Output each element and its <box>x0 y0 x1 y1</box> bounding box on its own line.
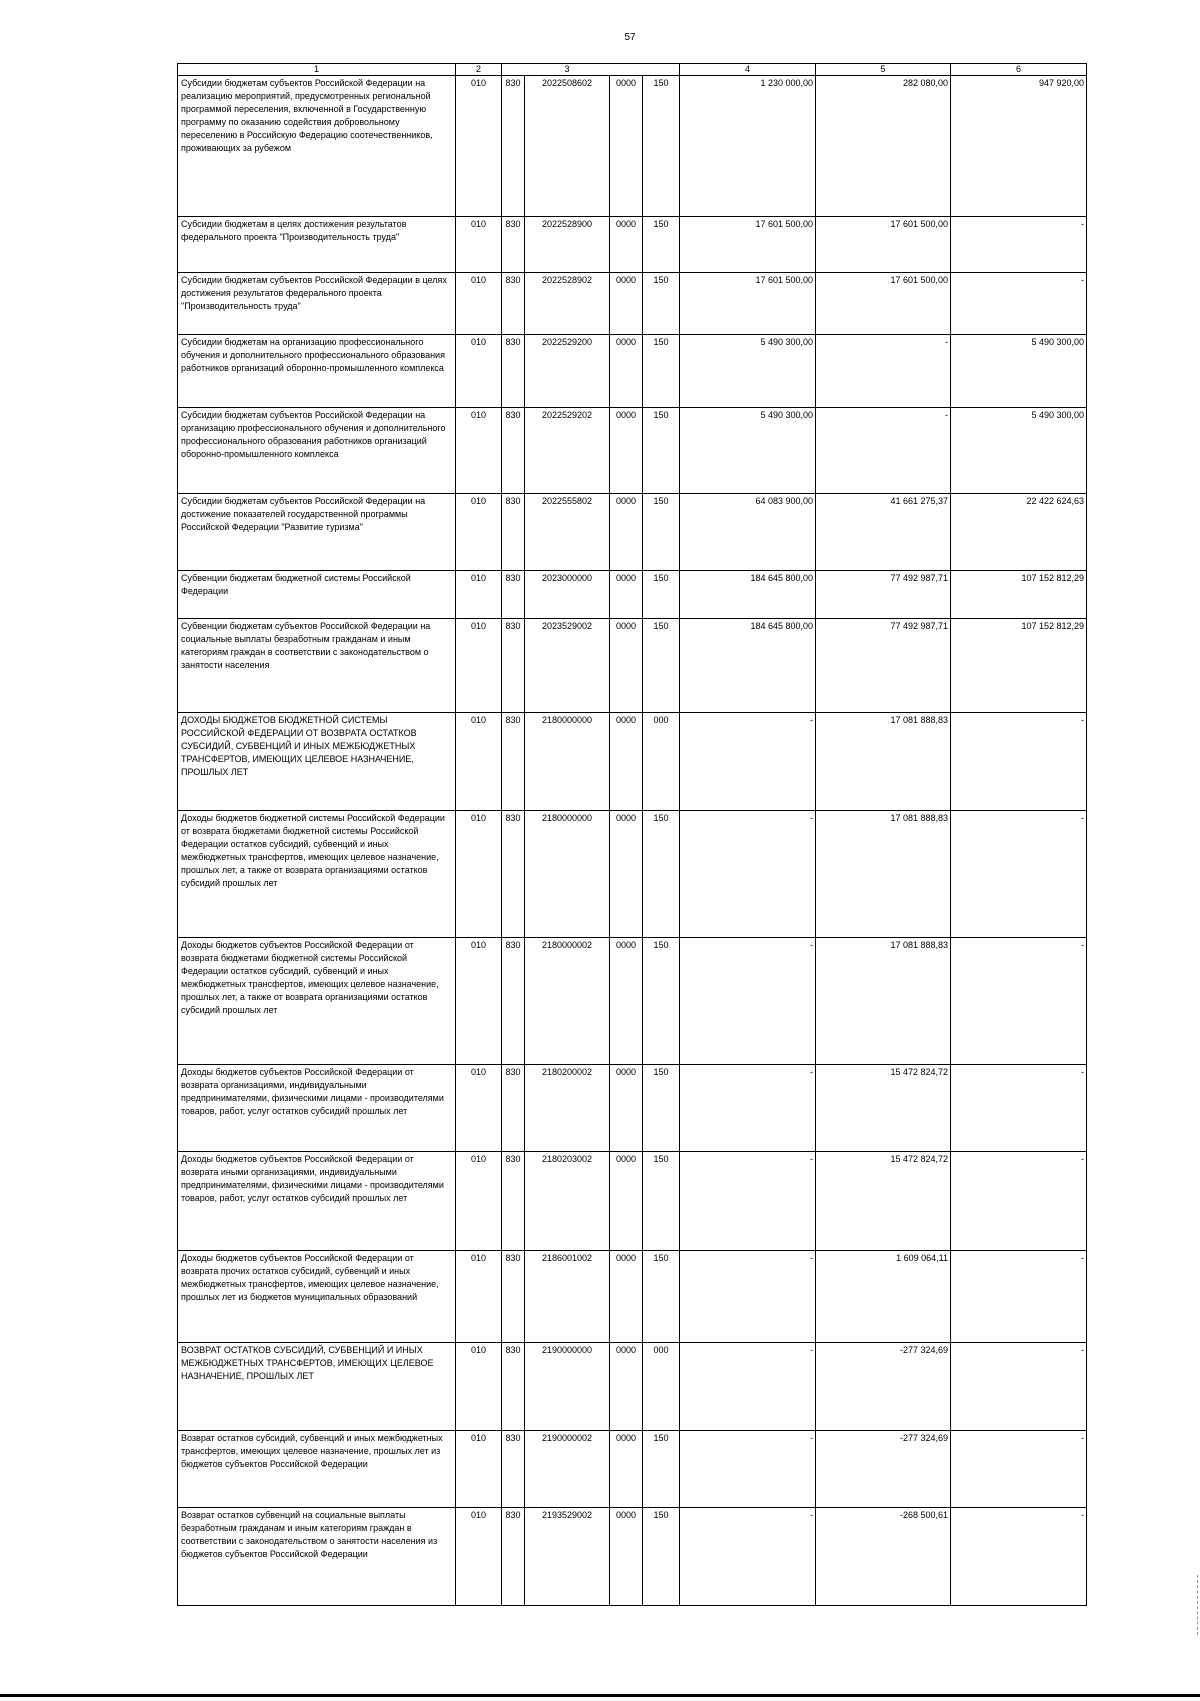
chapter-code: 830 <box>502 335 525 408</box>
row-name: Возврат остатков субвенций на социальные выплаты безработным гражданам и иным категориям граждан в соответствии с законодательством о занятости населения из бюджетов субъектов Российской Федерации <box>178 1508 456 1606</box>
unexecuted-amount: 107 152 812,29 <box>951 571 1087 619</box>
executed-amount: 17 081 888,83 <box>816 713 951 811</box>
column-header-2: 2 <box>456 64 502 76</box>
row-name: ДОХОДЫ БЮДЖЕТОВ БЮДЖЕТНОЙ СИСТЕМЫ РОССИЙСКОЙ ФЕДЕРАЦИИ ОТ ВОЗВРАТА ОСТАТКОВ СУБСИДИЙ, СУБВЕНЦИЙ И ИНЫХ МЕЖБЮДЖЕТНЫХ ТРАНСФЕРТОВ, ИМЕЮЩИХ ЦЕЛЕВОЕ НАЗНАЧЕНИЕ, ПРОШЛЫХ ЛЕТ <box>178 713 456 811</box>
econ-code: 150 <box>643 1152 680 1251</box>
income-code: 2190000002 <box>525 1431 610 1508</box>
admin-code: 010 <box>456 273 502 335</box>
table-row <box>178 1152 1087 1251</box>
table-row <box>178 273 1087 335</box>
program-code: 0000 <box>610 76 643 217</box>
column-header-4: 4 <box>680 64 816 76</box>
bottom-scan-border <box>0 1694 1200 1697</box>
approved-amount: 1 230 000,00 <box>680 76 816 217</box>
income-code: 2193529002 <box>525 1508 610 1606</box>
income-code: 2022529202 <box>525 408 610 494</box>
econ-code: 150 <box>643 811 680 938</box>
income-code: 2022555802 <box>525 494 610 571</box>
approved-amount: 64 083 900,00 <box>680 494 816 571</box>
approved-amount: - <box>680 1431 816 1508</box>
program-code: 0000 <box>610 335 643 408</box>
executed-amount: 17 081 888,83 <box>816 938 951 1065</box>
econ-code: 000 <box>643 713 680 811</box>
chapter-code: 830 <box>502 494 525 571</box>
chapter-code: 830 <box>502 273 525 335</box>
approved-amount: 184 645 800,00 <box>680 571 816 619</box>
table-row <box>178 76 1087 217</box>
chapter-code: 830 <box>502 1508 525 1606</box>
column-header-6: 6 <box>951 64 1087 76</box>
income-code: 2022508602 <box>525 76 610 217</box>
econ-code: 150 <box>643 619 680 713</box>
admin-code: 010 <box>456 1343 502 1431</box>
income-code: 2180000000 <box>525 713 610 811</box>
table-row <box>178 938 1087 1065</box>
admin-code: 010 <box>456 217 502 273</box>
program-code: 0000 <box>610 408 643 494</box>
executed-amount: - <box>816 408 951 494</box>
row-name: Субсидии бюджетам субъектов Российской Федерации на организацию профессионального обучения и дополнительного профессионального образования работников организаций оборонно-промышленного комплекса <box>178 408 456 494</box>
executed-amount: - <box>816 335 951 408</box>
table-row <box>178 494 1087 571</box>
budget-revenue-table <box>177 63 1087 1606</box>
admin-code: 010 <box>456 811 502 938</box>
executed-amount: -277 324,69 <box>816 1431 951 1508</box>
chapter-code: 830 <box>502 713 525 811</box>
income-code: 2190000000 <box>525 1343 610 1431</box>
approved-amount: 184 645 800,00 <box>680 619 816 713</box>
row-name: Субсидии бюджетам субъектов Российской Федерации на реализацию мероприятий, предусмотренных региональной программой переселения, включенной в Государственную программу по оказанию содействия добровольному переселению в Российскую Федерацию соотечественников, проживающих за рубежом <box>178 76 456 217</box>
approved-amount: - <box>680 713 816 811</box>
approved-amount: - <box>680 1343 816 1431</box>
chapter-code: 830 <box>502 811 525 938</box>
unexecuted-amount: - <box>951 273 1087 335</box>
econ-code: 150 <box>643 1251 680 1343</box>
executed-amount: 17 601 500,00 <box>816 273 951 335</box>
program-code: 0000 <box>610 1508 643 1606</box>
income-code: 2180203002 <box>525 1152 610 1251</box>
program-code: 0000 <box>610 494 643 571</box>
column-number-row <box>178 64 1087 76</box>
admin-code: 010 <box>456 76 502 217</box>
econ-code: 150 <box>643 938 680 1065</box>
program-code: 0000 <box>610 1152 643 1251</box>
unexecuted-amount: - <box>951 1152 1087 1251</box>
admin-code: 010 <box>456 713 502 811</box>
column-header-3-spacer-right <box>643 64 680 76</box>
approved-amount: - <box>680 1065 816 1152</box>
admin-code: 010 <box>456 619 502 713</box>
chapter-code: 830 <box>502 1065 525 1152</box>
unexecuted-amount: - <box>951 1065 1087 1152</box>
program-code: 0000 <box>610 273 643 335</box>
row-name: Доходы бюджетов субъектов Российской Федерации от возврата бюджетами бюджетной системы Российской Федерации остатков субсидий, субвенций и иных межбюджетных трансфертов, имеющих целевое назначение, прошлых лет, а также от возврата организациями остатков субсидий прошлых лет <box>178 938 456 1065</box>
income-code: 2180000002 <box>525 938 610 1065</box>
chapter-code: 830 <box>502 76 525 217</box>
unexecuted-amount: 22 422 624,63 <box>951 494 1087 571</box>
executed-amount: 17 081 888,83 <box>816 811 951 938</box>
income-code: 2022528900 <box>525 217 610 273</box>
chapter-code: 830 <box>502 1152 525 1251</box>
row-name: Доходы бюджетов субъектов Российской Федерации от возврата прочих остатков субсидий, субвенций и иных межбюджетных трансфертов, имеющих целевое назначение, прошлых лет из бюджетов муниципальных образований <box>178 1251 456 1343</box>
chapter-code: 830 <box>502 217 525 273</box>
executed-amount: 1 609 064,11 <box>816 1251 951 1343</box>
chapter-code: 830 <box>502 619 525 713</box>
econ-code: 150 <box>643 1508 680 1606</box>
program-code: 0000 <box>610 217 643 273</box>
income-code: 2023529002 <box>525 619 610 713</box>
table-row <box>178 713 1087 811</box>
table-row <box>178 619 1087 713</box>
income-code: 2022529200 <box>525 335 610 408</box>
unexecuted-amount: - <box>951 811 1087 938</box>
unexecuted-amount: - <box>951 1343 1087 1431</box>
income-code: 2180200002 <box>525 1065 610 1152</box>
table-row <box>178 1343 1087 1431</box>
row-name: Субсидии бюджетам субъектов Российской Федерации в целях достижения результатов федерального проекта "Производительность труда" <box>178 273 456 335</box>
approved-amount: - <box>680 938 816 1065</box>
chapter-code: 830 <box>502 938 525 1065</box>
table-row <box>178 1508 1087 1606</box>
table-row <box>178 571 1087 619</box>
unexecuted-amount: - <box>951 217 1087 273</box>
table-row <box>178 408 1087 494</box>
program-code: 0000 <box>610 713 643 811</box>
chapter-code: 830 <box>502 408 525 494</box>
column-header-3: 3 <box>525 64 610 76</box>
admin-code: 010 <box>456 335 502 408</box>
unexecuted-amount: 947 920,00 <box>951 76 1087 217</box>
unexecuted-amount: - <box>951 938 1087 1065</box>
executed-amount: 15 472 824,72 <box>816 1065 951 1152</box>
executed-amount: 41 661 275,37 <box>816 494 951 571</box>
admin-code: 010 <box>456 408 502 494</box>
executed-amount: -277 324,69 <box>816 1343 951 1431</box>
unexecuted-amount: 5 490 300,00 <box>951 335 1087 408</box>
econ-code: 150 <box>643 273 680 335</box>
chapter-code: 830 <box>502 571 525 619</box>
table-row <box>178 217 1087 273</box>
row-name: Субвенции бюджетам субъектов Российской Федерации на социальные выплаты безработным гражданам и иным категориям граждан в соответствии с законодательством о занятости населения <box>178 619 456 713</box>
row-name: Доходы бюджетов субъектов Российской Федерации от возврата иными организациями, индивидуальными предпринимателями, физическими лицами - производителями товаров, работ, услуг остатков субсидий прошлых лет <box>178 1152 456 1251</box>
admin-code: 010 <box>456 1065 502 1152</box>
table-row <box>178 335 1087 408</box>
approved-amount: - <box>680 1508 816 1606</box>
econ-code: 150 <box>643 76 680 217</box>
chapter-code: 830 <box>502 1431 525 1508</box>
income-code: 2180000000 <box>525 811 610 938</box>
admin-code: 010 <box>456 571 502 619</box>
approved-amount: - <box>680 1251 816 1343</box>
econ-code: 150 <box>643 335 680 408</box>
row-name: Субвенции бюджетам бюджетной системы Российской Федерации <box>178 571 456 619</box>
econ-code: 150 <box>643 1431 680 1508</box>
admin-code: 010 <box>456 1152 502 1251</box>
chapter-code: 830 <box>502 1251 525 1343</box>
approved-amount: - <box>680 811 816 938</box>
admin-code: 010 <box>456 938 502 1065</box>
approved-amount: 17 601 500,00 <box>680 273 816 335</box>
row-name: Субсидии бюджетам на организацию профессионального обучения и дополнительного профессионального образования работников организаций оборонно-промышленного комплекса <box>178 335 456 408</box>
econ-code: 000 <box>643 1343 680 1431</box>
admin-code: 010 <box>456 1251 502 1343</box>
table-row <box>178 811 1087 938</box>
executed-amount: 17 601 500,00 <box>816 217 951 273</box>
program-code: 0000 <box>610 1251 643 1343</box>
executed-amount: 77 492 987,71 <box>816 571 951 619</box>
econ-code: 150 <box>643 217 680 273</box>
table-row <box>178 1065 1087 1152</box>
column-header-3-spacer-mid <box>610 64 643 76</box>
unexecuted-amount: 107 152 812,29 <box>951 619 1087 713</box>
page-number: 57 <box>624 32 636 43</box>
program-code: 0000 <box>610 1343 643 1431</box>
admin-code: 010 <box>456 494 502 571</box>
row-name: Доходы бюджетов бюджетной системы Российской Федерации от возврата бюджетами бюджетной системы Российской Федерации остатков субсидий, субвенций и иных межбюджетных трансфертов, имеющих целевое назначение, прошлых лет, а также от возврата организациями остатков субсидий прошлых лет <box>178 811 456 938</box>
approved-amount: 5 490 300,00 <box>680 408 816 494</box>
income-code: 2022528902 <box>525 273 610 335</box>
econ-code: 150 <box>643 1065 680 1152</box>
unexecuted-amount: - <box>951 1508 1087 1606</box>
econ-code: 150 <box>643 571 680 619</box>
table-row <box>178 1251 1087 1343</box>
program-code: 0000 <box>610 1065 643 1152</box>
executed-amount: -268 500,61 <box>816 1508 951 1606</box>
row-name: Субсидии бюджетам субъектов Российской Федерации на достижение показателей государственной программы Российской Федерации "Развитие туризма" <box>178 494 456 571</box>
income-code: 2186001002 <box>525 1251 610 1343</box>
executed-amount: 77 492 987,71 <box>816 619 951 713</box>
program-code: 0000 <box>610 938 643 1065</box>
unexecuted-amount: - <box>951 1431 1087 1508</box>
approved-amount: 5 490 300,00 <box>680 335 816 408</box>
program-code: 0000 <box>610 811 643 938</box>
unexecuted-amount: 5 490 300,00 <box>951 408 1087 494</box>
unexecuted-amount: - <box>951 713 1087 811</box>
approved-amount: - <box>680 1152 816 1251</box>
executed-amount: 15 472 824,72 <box>816 1152 951 1251</box>
admin-code: 010 <box>456 1508 502 1606</box>
executed-amount: 282 080,00 <box>816 76 951 217</box>
row-name: ВОЗВРАТ ОСТАТКОВ СУБСИДИЙ, СУБВЕНЦИЙ И ИНЫХ МЕЖБЮДЖЕТНЫХ ТРАНСФЕРТОВ, ИМЕЮЩИХ ЦЕЛЕВОЕ НАЗНАЧЕНИЕ, ПРОШЛЫХ ЛЕТ <box>178 1343 456 1431</box>
row-name: Возврат остатков субсидий, субвенций и иных межбюджетных трансфертов, имеющих целевое назначение, прошлых лет из бюджетов субъектов Российской Федерации <box>178 1431 456 1508</box>
unexecuted-amount: - <box>951 1251 1087 1343</box>
table-row <box>178 1431 1087 1508</box>
row-name: Доходы бюджетов субъектов Российской Федерации от возврата организациями, индивидуальными предпринимателями, физическими лицами - производителями товаров, работ, услуг остатков субсидий прошлых лет <box>178 1065 456 1152</box>
econ-code: 150 <box>643 494 680 571</box>
program-code: 0000 <box>610 571 643 619</box>
chapter-code: 830 <box>502 1343 525 1431</box>
admin-code: 010 <box>456 1431 502 1508</box>
income-code: 2023000000 <box>525 571 610 619</box>
column-header-5: 5 <box>816 64 951 76</box>
approved-amount: 17 601 500,00 <box>680 217 816 273</box>
column-header-1: 1 <box>178 64 456 76</box>
econ-code: 150 <box>643 408 680 494</box>
program-code: 0000 <box>610 1431 643 1508</box>
row-name: Субсидии бюджетам в целях достижения результатов федерального проекта "Производительность труда" <box>178 217 456 273</box>
program-code: 0000 <box>610 619 643 713</box>
column-header-3-spacer-left <box>502 64 525 76</box>
